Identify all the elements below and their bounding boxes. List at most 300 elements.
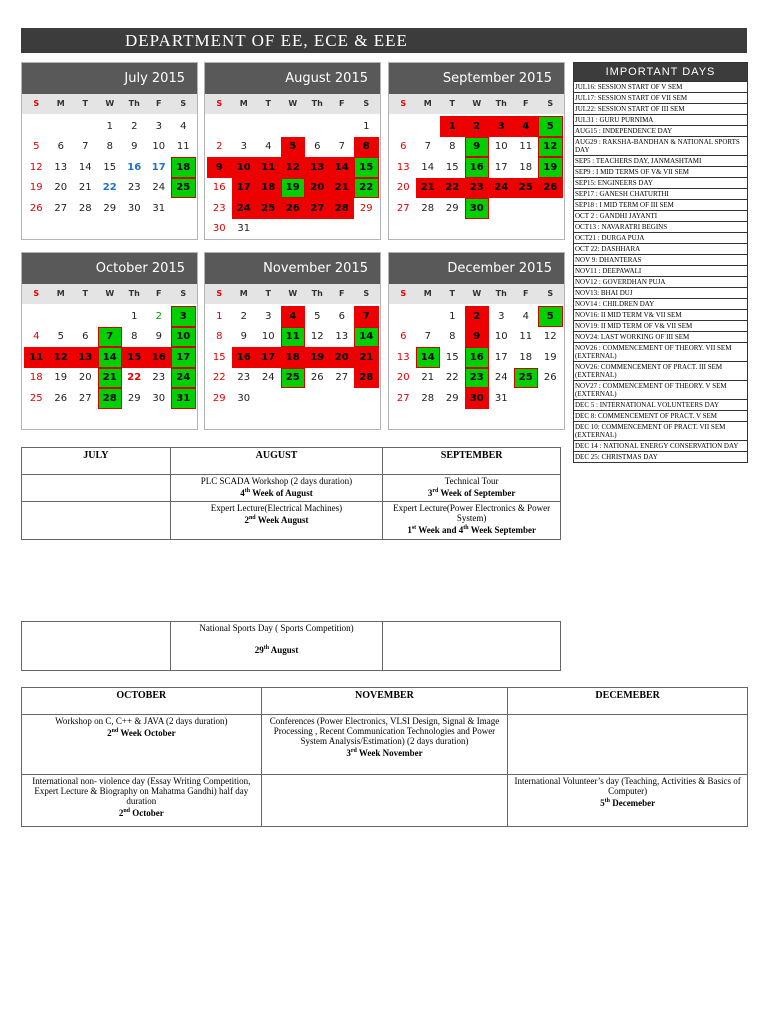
calendar-day: 7 xyxy=(354,306,379,327)
calendar-day: 25 xyxy=(514,368,539,389)
important-day-item: JUL16: SESSION START OF V SEM xyxy=(574,81,747,92)
calendar-month xyxy=(21,252,198,430)
calendar-day: 16 xyxy=(465,347,490,368)
calendar-day: 19 xyxy=(29,182,43,194)
calendar-day: 18 xyxy=(29,372,43,384)
important-day-item: SEP18 : I MID TERM OF III SEM xyxy=(574,199,747,210)
calendar-day: 4 xyxy=(522,310,529,322)
calendar-week xyxy=(24,327,197,348)
calendar-day: 22 xyxy=(127,372,142,384)
calendar-day xyxy=(256,116,281,137)
calendar-week xyxy=(207,219,380,240)
weekday-label: T xyxy=(265,289,271,298)
calendar-day: 18 xyxy=(281,347,306,368)
calendar-day: 25 xyxy=(171,178,196,199)
calendar-day: 24 xyxy=(152,182,166,194)
calendar-day: 20 xyxy=(78,372,92,384)
calendar-day: 8 xyxy=(354,137,379,158)
weekday-label: M xyxy=(423,99,432,108)
calendar-day: 16 xyxy=(232,347,257,368)
calendar-day: 2 xyxy=(465,306,490,327)
calendar-day: 18 xyxy=(171,157,196,178)
calendar-week xyxy=(391,368,564,389)
calendar-week xyxy=(207,327,380,348)
calendar-day: 25 xyxy=(514,178,539,199)
cell-september-2: Expert Lecture(Power Electronics & Power System) 1st Week and 4th Week September xyxy=(383,502,561,540)
cell-december-2: International Volunteer’s day (Teaching, Activities & Basics of Computer) 5th Decemeber xyxy=(508,775,748,827)
calendar-day: 6 xyxy=(400,331,407,343)
calendar-day: 15 xyxy=(445,161,459,173)
weekday-label: T xyxy=(449,99,455,108)
calendar-day: 1 xyxy=(440,116,465,137)
weekday-label: M xyxy=(56,289,65,298)
calendar-day: 30 xyxy=(237,392,251,404)
calendar-week xyxy=(391,388,564,409)
calendar-day: 24 xyxy=(232,198,257,219)
calendar-day: 23 xyxy=(212,202,226,214)
weekday-label: T xyxy=(449,289,455,298)
calendar-day xyxy=(281,388,306,409)
calendar-month xyxy=(388,252,565,430)
calendar-day: 29 xyxy=(212,392,226,404)
calendar-day: 28 xyxy=(421,202,435,214)
calendar-day: 22 xyxy=(212,372,226,384)
calendar-day: 30 xyxy=(152,392,166,404)
calendar-day: 7 xyxy=(424,141,431,153)
col-header-december: DECEMEBER xyxy=(508,688,748,715)
calendar-day: 9 xyxy=(465,137,490,158)
calendar-day: 8 xyxy=(449,331,456,343)
calendar-day: 17 xyxy=(494,351,508,363)
calendar-day: 5 xyxy=(281,137,306,158)
calendar-day: 16 xyxy=(465,157,490,178)
calendar-day: 17 xyxy=(171,347,196,368)
calendar-month xyxy=(388,62,565,240)
calendar-week xyxy=(24,157,197,178)
weekday-label: Th xyxy=(311,99,323,108)
important-day-item: AUG29 : RAKSHA-BANDHAN & NATIONAL SPORTS DAY xyxy=(574,136,747,155)
important-day-item: NOV19: II MID TERM OF V& VII SEM xyxy=(574,320,747,331)
calendar-day xyxy=(73,116,98,137)
cell-november-2 xyxy=(261,775,508,827)
calendar-day: 11 xyxy=(24,347,49,368)
important-days-panel xyxy=(573,62,748,463)
calendar-day: 14 xyxy=(98,347,123,368)
calendar-day: 14 xyxy=(330,157,355,178)
important-day-item: AUG15 : INDEPENDENCE DAY xyxy=(574,125,747,136)
important-day-item: SEP17 : GANESH CHATURTHI xyxy=(574,188,747,199)
calendar-week xyxy=(24,347,197,368)
calendar-day: 12 xyxy=(281,157,306,178)
important-day-item: NOV26: COMMENCEMENT OF PRACT. III SEM (EXTERNAL) xyxy=(574,361,747,380)
calendar-day: 9 xyxy=(207,157,232,178)
calendar-day: 18 xyxy=(256,178,281,199)
cell-july-2 xyxy=(22,502,171,540)
important-day-item: DEC 25: CHRISTMAS DAY xyxy=(574,451,747,462)
important-day-item: OCT 2 : GANDHI JAYANTI xyxy=(574,210,747,221)
weekday-label: Th xyxy=(128,289,140,298)
weekday-label: F xyxy=(523,289,529,298)
important-day-item: OCT21 : DURGA PUJA xyxy=(574,232,747,243)
weekday-header-row xyxy=(205,94,380,114)
calendar-day: 13 xyxy=(54,161,68,173)
weekday-label: S xyxy=(180,289,187,298)
weekday-label: W xyxy=(105,99,115,108)
calendar-day: 13 xyxy=(73,347,98,368)
calendar-day: 28 xyxy=(78,202,92,214)
calendar-day: 3 xyxy=(240,141,247,153)
calendar-day: 15 xyxy=(103,161,117,173)
calendar-month-title: July 2015 xyxy=(22,63,197,94)
important-day-item: OCT 22: DASHHARA xyxy=(574,243,747,254)
calendar-day: 27 xyxy=(78,392,92,404)
calendar-day xyxy=(73,306,98,327)
weekday-header-row xyxy=(205,284,380,304)
calendar-day: 30 xyxy=(465,388,490,409)
calendar-day xyxy=(489,198,514,219)
calendar-day: 25 xyxy=(256,198,281,219)
weekday-label: F xyxy=(156,99,162,108)
calendar-day: 21 xyxy=(330,178,355,199)
cell-august-2: Expert Lecture(Electrical Machines) 2nd Week August xyxy=(170,502,383,540)
weekday-label: F xyxy=(339,289,345,298)
cell-august-3: National Sports Day ( Sports Competition) 29th August xyxy=(170,622,383,671)
important-day-item: NOV16: II MID TERM V& VII SEM xyxy=(574,309,747,320)
calendar-day: 26 xyxy=(281,198,306,219)
calendar-day: 15 xyxy=(122,347,147,368)
calendar-day: 31 xyxy=(237,223,251,235)
cell-september-3 xyxy=(383,622,561,671)
important-day-item: NOV13: BHAI DUJ xyxy=(574,287,747,298)
calendar-day xyxy=(330,388,355,409)
col-header-july: JULY xyxy=(22,448,171,475)
calendar-week xyxy=(207,198,380,219)
calendar-day xyxy=(305,388,330,409)
calendar-day: 1 xyxy=(131,310,138,322)
calendar-day: 23 xyxy=(127,182,141,194)
weekday-label: F xyxy=(156,289,162,298)
calendar-day: 19 xyxy=(54,372,68,384)
calendar-day: 27 xyxy=(396,392,410,404)
calendar-day xyxy=(49,116,74,137)
calendar-day: 1 xyxy=(106,120,113,132)
calendar-day: 16 xyxy=(127,161,142,173)
calendar-day: 8 xyxy=(106,141,113,153)
calendar-day: 12 xyxy=(29,161,43,173)
calendar-day: 28 xyxy=(98,388,123,409)
calendar-week xyxy=(207,157,380,178)
weekday-label: W xyxy=(472,289,482,298)
cell-november-1: Conferences (Power Electronics, VLSI Design, Signal & Image Processing , Recent Communication Technologies and Power System Analysis/Estimation) (2 days duration) 3rd Week November xyxy=(261,715,508,775)
calendar-day: 2 xyxy=(240,310,247,322)
calendar-day: 27 xyxy=(305,198,330,219)
calendar-day: 4 xyxy=(265,141,272,153)
calendar-day: 7 xyxy=(98,327,123,348)
calendar-day: 20 xyxy=(396,372,410,384)
calendar-day: 27 xyxy=(335,372,349,384)
cell-october-1: Workshop on C, C++ & JAVA (2 days duration) 2nd Week October xyxy=(22,715,262,775)
calendar-day: 22 xyxy=(445,372,459,384)
calendar-day: 11 xyxy=(176,141,190,153)
calendar-day xyxy=(354,219,379,240)
calendar-day: 23 xyxy=(237,372,251,384)
calendar-week xyxy=(207,178,380,199)
calendar-day: 23 xyxy=(465,178,490,199)
page-header: DEPARTMENT OF EE, ECE & EEE xyxy=(21,28,747,53)
calendar-month xyxy=(204,62,381,240)
calendar-week xyxy=(391,137,564,158)
weekday-label: F xyxy=(339,99,345,108)
calendar-day: 15 xyxy=(445,351,459,363)
calendar-day: 12 xyxy=(543,331,557,343)
calendar-week xyxy=(24,198,197,219)
cell-july-1 xyxy=(22,475,171,502)
calendar-day: 6 xyxy=(314,141,321,153)
calendar-week xyxy=(24,388,197,409)
calendar-day xyxy=(391,116,416,137)
calendar-day: 8 xyxy=(449,141,456,153)
weekday-label: S xyxy=(33,289,40,298)
calendar-day: 17 xyxy=(151,161,166,173)
calendar-day: 24 xyxy=(489,178,514,199)
calendar-day: 22 xyxy=(440,178,465,199)
important-day-item: NOV26 : COMMENCEMENT OF THEORY. VII SEM (EXTERNAL) xyxy=(574,342,747,361)
calendar-day: 4 xyxy=(281,306,306,327)
weekday-label: T xyxy=(82,289,88,298)
calendar-day: 20 xyxy=(396,182,410,194)
col-header-november: NOVEMBER xyxy=(261,688,508,715)
calendar-day: 29 xyxy=(445,392,459,404)
calendar-day: 19 xyxy=(543,351,557,363)
calendar-day: 4 xyxy=(514,116,539,137)
important-day-item: NOV27 : COMMENCEMENT OF THEORY. V SEM (EXTERNAL) xyxy=(574,380,747,399)
calendar-day: 2 xyxy=(216,141,223,153)
calendar-day: 7 xyxy=(338,141,345,153)
calendar-week xyxy=(391,306,564,327)
calendar-day: 17 xyxy=(256,347,281,368)
calendar-day: 17 xyxy=(494,161,508,173)
calendar-day: 1 xyxy=(363,120,370,132)
important-day-item: JUL22: SESSION START OF III SEM xyxy=(574,103,747,114)
calendar-week xyxy=(207,388,380,409)
calendar-day: 5 xyxy=(314,310,321,322)
calendar-day xyxy=(538,388,563,409)
calendar-day xyxy=(49,306,74,327)
calendar-month xyxy=(204,252,381,430)
weekday-label: T xyxy=(82,99,88,108)
calendar-week xyxy=(207,368,380,389)
calendar-day: 24 xyxy=(261,372,275,384)
calendar-day xyxy=(171,198,196,219)
calendar-week xyxy=(207,137,380,158)
calendar-day: 19 xyxy=(281,178,306,199)
calendar-week xyxy=(24,137,197,158)
calendar-day: 28 xyxy=(354,368,379,389)
calendar-day: 10 xyxy=(232,157,257,178)
weekday-label: M xyxy=(239,99,248,108)
calendar-day xyxy=(24,116,49,137)
calendar-day: 5 xyxy=(57,331,64,343)
calendar-day: 15 xyxy=(212,351,226,363)
calendar-day: 27 xyxy=(54,202,68,214)
weekday-label: T xyxy=(265,99,271,108)
calendar-day: 20 xyxy=(305,178,330,199)
calendar-day: 9 xyxy=(240,331,247,343)
activities-table-jul-sep xyxy=(21,447,561,540)
calendar-day: 1 xyxy=(216,310,223,322)
cell-september-1: Technical Tour 3rd Week of September xyxy=(383,475,561,502)
calendar-day xyxy=(98,306,123,327)
calendar-day: 18 xyxy=(519,351,533,363)
calendar-day: 26 xyxy=(538,178,563,199)
calendar-day: 30 xyxy=(465,198,490,219)
weekday-label: W xyxy=(288,99,298,108)
calendar-day xyxy=(354,388,379,409)
cell-december-1 xyxy=(508,715,748,775)
weekday-label: Th xyxy=(128,99,140,108)
important-day-item: DEC 10: COMMENCEMENT OF PRACT. VII SEM (EXTERNAL) xyxy=(574,421,747,440)
calendar-day xyxy=(207,116,232,137)
calendar-day: 11 xyxy=(519,331,533,343)
calendar-day xyxy=(538,198,563,219)
calendar-day xyxy=(256,388,281,409)
calendar-week xyxy=(24,306,197,327)
activities-table-oct-dec xyxy=(21,687,748,827)
calendar-day: 22 xyxy=(102,182,117,194)
calendar-day: 5 xyxy=(538,306,563,327)
weekday-label: S xyxy=(363,289,370,298)
important-day-item: NOV14 : CHILDREN DAY xyxy=(574,298,747,309)
important-day-item: SEP5 : TEACHERS DAY, JANMASHTAMI xyxy=(574,155,747,166)
calendar-day xyxy=(305,219,330,240)
calendar-day: 10 xyxy=(152,141,166,153)
calendar-day: 5 xyxy=(33,141,40,153)
weekday-header-row xyxy=(22,284,197,304)
weekday-label: M xyxy=(239,289,248,298)
calendar-week xyxy=(24,178,197,199)
important-days-title: IMPORTANT DAYS xyxy=(574,63,747,81)
calendar-day xyxy=(24,306,49,327)
calendar-day: 2 xyxy=(465,116,490,137)
weekday-label: Th xyxy=(495,99,507,108)
calendar-day: 2 xyxy=(131,120,138,132)
weekday-label: W xyxy=(288,289,298,298)
calendar-day: 11 xyxy=(519,141,533,153)
calendar-day: 21 xyxy=(98,368,123,389)
calendar-day xyxy=(281,116,306,137)
calendar-day xyxy=(330,116,355,137)
weekday-label: S xyxy=(363,99,370,108)
calendar-week xyxy=(391,347,564,368)
calendar-day: 12 xyxy=(538,137,563,158)
important-day-item: JUL17: SESSION START OF VII SEM xyxy=(574,92,747,103)
calendar-day: 24 xyxy=(494,372,508,384)
important-day-item: DEC 8: COMMENCEMENT OF PRACT. V SEM xyxy=(574,410,747,421)
calendar-day: 3 xyxy=(265,310,272,322)
calendar-day: 13 xyxy=(305,157,330,178)
calendar-month-title: November 2015 xyxy=(205,253,380,284)
calendar-day: 13 xyxy=(396,351,410,363)
calendar-day: 11 xyxy=(281,327,306,348)
calendar-day: 19 xyxy=(538,157,563,178)
calendar-week xyxy=(391,157,564,178)
calendar-week xyxy=(391,198,564,219)
calendar-day: 21 xyxy=(354,347,379,368)
calendar-day: 3 xyxy=(498,310,505,322)
important-day-item: NOV24: LAST WORKING OF III SEM xyxy=(574,331,747,342)
calendar-day: 2 xyxy=(155,310,162,322)
calendar-day: 19 xyxy=(305,347,330,368)
calendar-day: 25 xyxy=(29,392,43,404)
cell-october-2: International non- violence day (Essay Writing Competition, Expert Lecture & Biography on Mahatma Gandhi) half day duration 2nd October xyxy=(22,775,262,827)
calendar-day: 29 xyxy=(127,392,141,404)
calendar-day xyxy=(514,198,539,219)
calendar-day: 9 xyxy=(465,327,490,348)
weekday-header-row xyxy=(389,94,564,114)
calendar-day: 3 xyxy=(155,120,162,132)
calendar-day: 21 xyxy=(421,372,435,384)
important-day-item: SEP9 : I MID TERMS OF V& VII SEM xyxy=(574,166,747,177)
calendar-day xyxy=(256,219,281,240)
calendar-day: 22 xyxy=(354,178,379,199)
calendar-day: 9 xyxy=(155,331,162,343)
calendar-day: 10 xyxy=(494,331,508,343)
calendar-week xyxy=(207,116,380,137)
calendar-day: 31 xyxy=(152,202,166,214)
calendar-day xyxy=(514,388,539,409)
calendar-day: 29 xyxy=(103,202,117,214)
calendar-week xyxy=(24,368,197,389)
calendar-week xyxy=(207,347,380,368)
calendar-day: 16 xyxy=(212,182,226,194)
calendar-day: 28 xyxy=(421,392,435,404)
cell-july-3 xyxy=(22,622,171,671)
calendar-day: 24 xyxy=(171,368,196,389)
calendar-day: 18 xyxy=(519,161,533,173)
calendar-day: 9 xyxy=(131,141,138,153)
calendar-day: 20 xyxy=(54,182,68,194)
col-header-september: SEPTEMBER xyxy=(383,448,561,475)
calendar-day: 29 xyxy=(359,202,373,214)
calendar-day xyxy=(416,306,441,327)
weekday-label: Th xyxy=(311,289,323,298)
weekday-label: S xyxy=(216,289,223,298)
important-day-item: NOV12 : GOVERDHAN PUJA xyxy=(574,276,747,287)
calendar-day xyxy=(416,116,441,137)
col-header-august: AUGUST xyxy=(170,448,383,475)
important-day-item: NOV11 : DEEPAWALI xyxy=(574,265,747,276)
calendar-week xyxy=(391,327,564,348)
weekday-label: F xyxy=(523,99,529,108)
calendar-day: 10 xyxy=(261,331,275,343)
weekday-label: W xyxy=(105,289,115,298)
calendar-month-title: December 2015 xyxy=(389,253,564,284)
calendar-day: 23 xyxy=(152,372,166,384)
calendar-day: 17 xyxy=(232,178,257,199)
calendar-week xyxy=(207,306,380,327)
calendar-month-title: September 2015 xyxy=(389,63,564,94)
calendar-day: 15 xyxy=(354,157,379,178)
calendar-day: 4 xyxy=(180,120,187,132)
calendar-day: 26 xyxy=(29,202,43,214)
col-header-october: OCTOBER xyxy=(22,688,262,715)
calendar-month-title: August 2015 xyxy=(205,63,380,94)
calendar-week xyxy=(391,116,564,137)
weekday-label: S xyxy=(547,99,554,108)
calendar-day xyxy=(232,116,257,137)
calendar-day: 29 xyxy=(445,202,459,214)
calendar-day xyxy=(330,219,355,240)
